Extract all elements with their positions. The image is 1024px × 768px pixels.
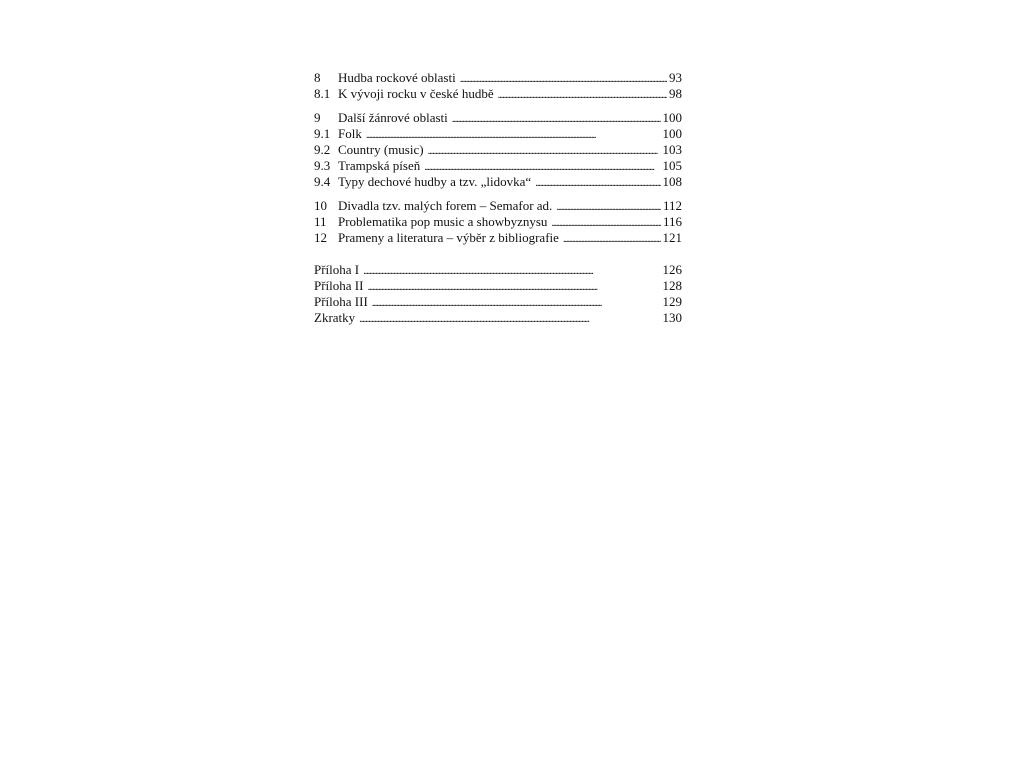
toc-entry-page: 130: [662, 310, 682, 325]
dot-leader: [372, 294, 661, 311]
toc-group: [314, 198, 682, 246]
dot-leader: [535, 174, 660, 191]
toc-entry-page: 126: [662, 262, 682, 277]
toc-entry: [314, 262, 682, 278]
toc-entry-title: Country (music): [338, 142, 424, 157]
toc-entry-title: Typy dechové hudby a tzv. „lidovka“: [338, 174, 532, 189]
toc-entry-title: Folk: [338, 126, 362, 141]
toc-entry-number: 10: [314, 198, 327, 213]
dot-leader: [424, 158, 660, 175]
toc-entry-number: 8: [314, 70, 321, 85]
toc-entry-title: K vývoji rocku v české hudbě: [338, 86, 494, 101]
toc-entry-title: Problematika pop music a showbyznysu: [338, 214, 548, 229]
toc-entry: [314, 174, 682, 190]
toc-entry-title: Hudba rockové oblasti: [338, 70, 456, 85]
toc-entry-title: Příloha I: [314, 262, 360, 277]
toc-entry-title: Příloha III: [314, 294, 368, 309]
toc-entry-number: 9.2: [314, 142, 331, 157]
toc-group: [314, 70, 682, 102]
toc-group: [314, 110, 682, 190]
toc-entry-title: Prameny a literatura – výběr z bibliografie: [338, 230, 559, 245]
toc-entry-page: 108: [662, 174, 682, 189]
toc-entry: [314, 142, 682, 158]
toc-entry-number: 12: [314, 230, 327, 245]
dot-leader: [556, 198, 661, 215]
toc-entry-page: 100: [662, 126, 682, 141]
dot-leader: [366, 126, 661, 143]
toc-entry-page: 103: [662, 142, 682, 157]
toc-entry-page: 128: [662, 278, 682, 293]
toc-entry-number: 9.3: [314, 158, 331, 173]
toc-entry-page: 121: [662, 230, 682, 245]
dot-leader: [551, 214, 661, 231]
toc-entry: [314, 86, 682, 102]
toc-entry: [314, 158, 682, 174]
toc-entry-page: 100: [662, 110, 682, 125]
toc-entry-page: 129: [662, 294, 682, 309]
toc-entry-number: 11: [314, 214, 327, 229]
dot-leader: [460, 70, 667, 87]
dot-leader: [359, 310, 660, 327]
table-of-contents: [314, 70, 682, 334]
toc-entry: [314, 214, 682, 230]
dot-leader: [428, 142, 661, 159]
toc-entry-number: 9: [314, 110, 321, 125]
toc-entry-number: 8.1: [314, 86, 331, 101]
toc-entry: [314, 294, 682, 310]
toc-appendix-group: [314, 262, 682, 326]
toc-entry-title: Trampská píseň: [338, 158, 421, 173]
toc-entry-title: Zkratky: [314, 310, 356, 325]
toc-entry-page: 116: [662, 214, 682, 229]
toc-entry: [314, 310, 682, 326]
toc-entry-title: Divadla tzv. malých forem – Semafor ad.: [338, 198, 553, 213]
toc-entry-number: 9.1: [314, 126, 331, 141]
dot-leader: [498, 86, 667, 103]
toc-entry-page: 112: [662, 198, 682, 213]
toc-entry-title: Příloha II: [314, 278, 364, 293]
toc-entry: [314, 230, 682, 246]
toc-entry-page: 105: [662, 158, 682, 173]
dot-leader: [363, 262, 660, 279]
toc-entry-page: 93: [669, 70, 682, 85]
dot-leader: [367, 278, 660, 295]
toc-entry: [314, 278, 682, 294]
toc-entry: [314, 110, 682, 126]
dot-leader: [452, 110, 661, 127]
toc-entry-number: 9.4: [314, 174, 331, 189]
toc-entry: [314, 70, 682, 86]
toc-entry: [314, 126, 682, 142]
dot-leader: [563, 230, 661, 247]
toc-entry-title: Další žánrové oblasti: [338, 110, 448, 125]
toc-entry-page: 98: [669, 86, 682, 101]
toc-entry: [314, 198, 682, 214]
